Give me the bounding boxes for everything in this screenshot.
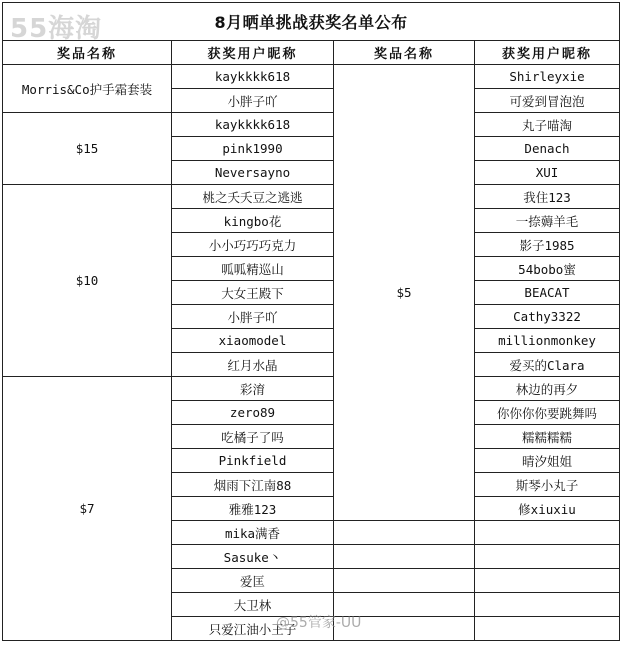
winner-cell-right: Shirleyxie	[475, 65, 620, 89]
winner-cell: 烟雨下江南88	[172, 473, 334, 497]
credit-watermark: @55管家-UU	[276, 615, 362, 631]
winner-cell-right: BEACAT	[475, 281, 620, 305]
empty-cell	[475, 593, 620, 617]
winner-cell-right: 修xiuxiu	[475, 497, 620, 521]
header-user-left: 获奖用户昵称	[172, 41, 334, 65]
winner-cell-right: 丸子喵淘	[475, 113, 620, 137]
winner-cell: 红月水晶	[172, 353, 334, 377]
winner-cell-right: 糯糯糯糯	[475, 425, 620, 449]
winner-cell: 只爱江油小王子	[172, 617, 334, 641]
page-title: 8月晒单挑战获奖名单公布	[3, 3, 620, 41]
winner-cell-right: Cathy3322	[475, 305, 620, 329]
winner-cell-right: 晴汐姐姐	[475, 449, 620, 473]
prize-cell: $10	[3, 185, 172, 377]
winner-cell: 吃橘子了吗	[172, 425, 334, 449]
winner-cell: Pinkfield	[172, 449, 334, 473]
table-row	[3, 377, 620, 401]
winner-cell: 雅雅123	[172, 497, 334, 521]
header-user-right: 获奖用户昵称	[475, 41, 620, 65]
title-row	[3, 3, 620, 41]
table-row	[3, 65, 620, 89]
winners-table-body	[3, 3, 620, 641]
winner-cell-right: 爱买的Clara	[475, 353, 620, 377]
winner-cell: 大女王殿下	[172, 281, 334, 305]
empty-cell	[475, 521, 620, 545]
winner-cell: kaykkkk618	[172, 65, 334, 89]
winner-cell: Sasuke丶	[172, 545, 334, 569]
winner-cell: mika满香	[172, 521, 334, 545]
empty-cell	[475, 569, 620, 593]
winner-cell-right: 林边的再夕	[475, 377, 620, 401]
winner-cell-right: 一捺薅羊毛	[475, 209, 620, 233]
winners-table	[2, 2, 620, 641]
winner-cell-right: millionmonkey	[475, 329, 620, 353]
table-row	[3, 185, 620, 209]
empty-cell	[475, 617, 620, 641]
header-row	[3, 41, 620, 65]
winner-cell-right: 你你你你要跳舞吗	[475, 401, 620, 425]
prize-cell: $15	[3, 113, 172, 185]
winner-cell: 小胖子吖	[172, 89, 334, 113]
prize-cell-right: $5	[334, 65, 475, 521]
empty-cell	[334, 617, 475, 641]
empty-cell	[334, 545, 475, 569]
empty-cell	[475, 545, 620, 569]
empty-cell	[334, 593, 475, 617]
winner-cell-right: Denach	[475, 137, 620, 161]
header-prize-left: 奖品名称	[3, 41, 172, 65]
header-prize-right: 奖品名称	[334, 41, 475, 65]
winner-cell-right: 可爱到冒泡泡	[475, 89, 620, 113]
prize-cell: Morris&Co护手霜套装	[3, 65, 172, 113]
winner-cell: 桃之夭夭豆之逃逃	[172, 185, 334, 209]
winner-cell: 爱匡	[172, 569, 334, 593]
site-logo-watermark: 55海淘	[10, 14, 103, 44]
winner-cell: Neversayno	[172, 161, 334, 185]
winner-cell: 大卫林	[172, 593, 334, 617]
winner-cell: kaykkkk618	[172, 113, 334, 137]
winner-cell: 彩淯	[172, 377, 334, 401]
winner-cell: kingbo花	[172, 209, 334, 233]
winner-cell: 小小巧巧巧克力	[172, 233, 334, 257]
winner-cell: zero89	[172, 401, 334, 425]
winner-cell-right: 我住123	[475, 185, 620, 209]
winner-cell-right: 54bobo蜜	[475, 257, 620, 281]
prize-cell: $7	[3, 377, 172, 641]
winner-cell: pink1990	[172, 137, 334, 161]
winner-cell: 呱呱精巡山	[172, 257, 334, 281]
winner-cell-right: XUI	[475, 161, 620, 185]
empty-cell	[334, 521, 475, 545]
winner-cell-right: 斯琴小丸子	[475, 473, 620, 497]
winner-cell: 小胖子吖	[172, 305, 334, 329]
winner-cell-right: 影子1985	[475, 233, 620, 257]
empty-cell	[334, 569, 475, 593]
table-row	[3, 113, 620, 137]
winner-cell: xiaomodel	[172, 329, 334, 353]
